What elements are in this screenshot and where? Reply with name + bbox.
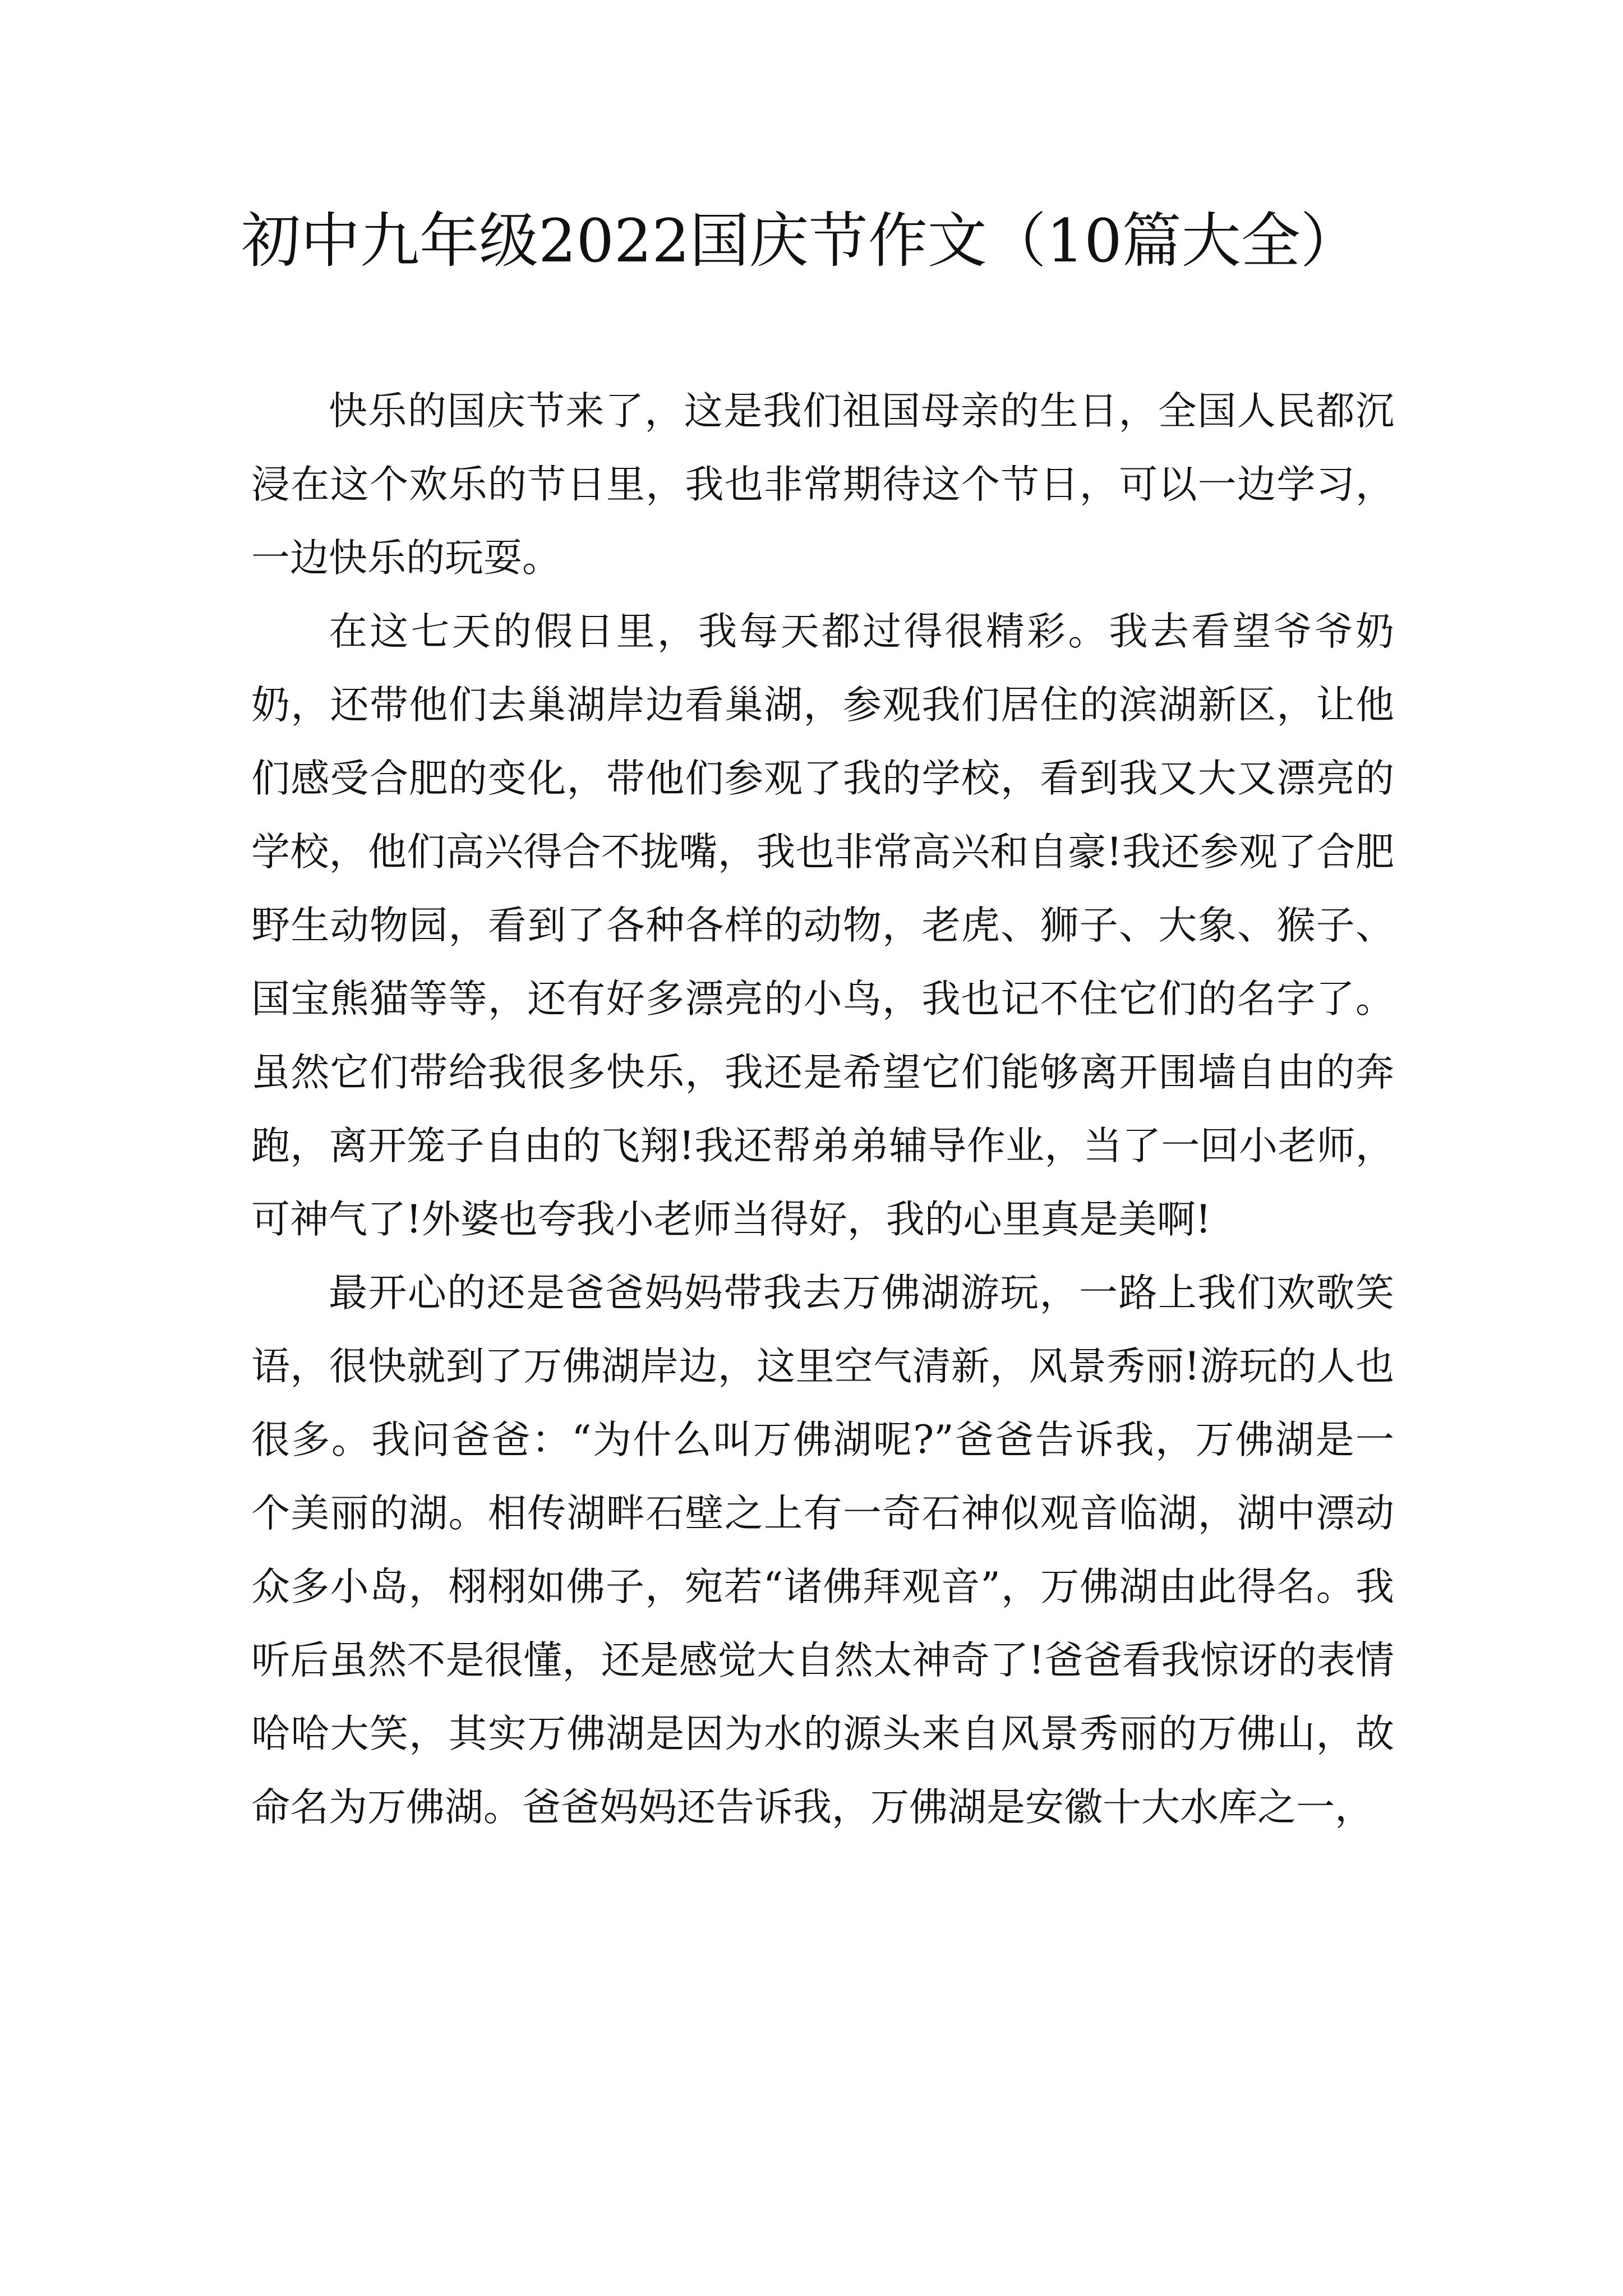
document-body [251, 375, 1394, 1844]
paragraph-3: 最开心的还是爸爸妈妈带我去万佛湖游玩，一路上我们欢歌笑语，很快就到了万佛湖岸边，这里空气清新，风景秀丽!游玩的人也很多。我问爸爸：“为什么叫万佛湖呢?”爸爸告诉我，万佛湖是一个美丽的湖。相传湖畔石壁之上有一奇石神似观音临湖，湖中漂动众多小岛，栩栩如佛子，宛若“诸佛拜观音”，万佛湖由此得名。我听后虽然不是很懂，还是感觉大自然太神奇了!爸爸看我惊讶的表情哈哈大笑，其实万佛湖是因为水的源头来自风景秀丽的万佛山，故命名为万佛湖。爸爸妈妈还告诉我，万佛湖是安徽十大水库之一， [251, 1271, 1394, 1830]
paragraph-1: 快乐的国庆节来了，这是我们祖国母亲的生日，全国人民都沉浸在这个欢乐的节日里，我也非常期待这个节日，可以一边学习，一边快乐的玩耍。 [251, 389, 1394, 581]
document-title: 初中九年级2022国庆节作文（10篇大全） [241, 206, 1360, 275]
paragraph-2: 在这七天的假日里，我每天都过得很精彩。我去看望爷爷奶奶，还带他们去巢湖岸边看巢湖，参观我们居住的滨湖新区，让他们感受合肥的变化，带他们参观了我的学校，看到我又大又漂亮的学校，他们高兴得合不拢嘴，我也非常高兴和自豪!我还参观了合肥野生动物园，看到了各种各样的动物，老虎、狮子、大象、猴子、国宝熊猫等等，还有好多漂亮的小鸟，我也记不住它们的名字了。虽然它们带给我很多快乐，我还是希望它们能够离开围墙自由的奔跑，离开笼子自由的飞翔!我还帮弟弟辅导作业，当了一回小老师，可神气了!外婆也夸我小老师当得好，我的心里真是美啊! [251, 609, 1394, 1242]
